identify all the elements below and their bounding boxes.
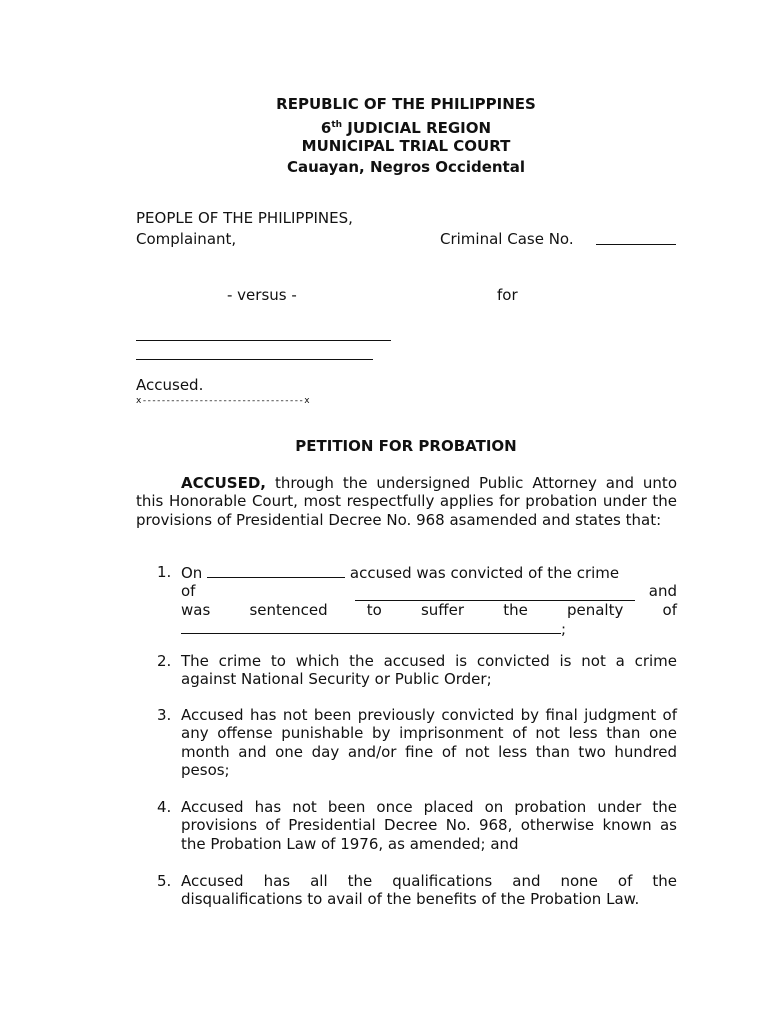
accused-name-blank-2 <box>136 359 373 360</box>
case-number-label: Criminal Case No. <box>440 230 574 248</box>
versus-label: - versus - <box>227 286 297 304</box>
crime-blank <box>355 586 635 601</box>
header-court: MUNICIPAL TRIAL COURT <box>301 137 511 155</box>
plaintiff-name: PEOPLE OF THE PHILIPPINES, <box>136 209 353 227</box>
list-item: 2. The crime to which the accused is convicted is not a crime against National Security or Public Order; <box>157 652 677 689</box>
penalty-blank <box>181 619 561 634</box>
for-label: for <box>497 286 518 304</box>
list-item: 4. Accused has not been once placed on probation under the provisions of Presidential Decree No. 968, otherwise known as the Probation Law of 1976, as amended; and <box>157 798 677 853</box>
accused-label: Accused. <box>136 376 204 394</box>
item-1-line-1: On accused was convicted of the crime <box>181 564 620 582</box>
caption-divider: x----------------------------------x <box>136 396 312 406</box>
list-item: 1. On accused was convicted of the crime of and was sentenced to suffer the penalty of ; <box>157 563 677 639</box>
header-republic: REPUBLIC OF THE PHILIPPINES <box>276 95 536 113</box>
accused-name-blank-1 <box>136 340 391 341</box>
item-1-line-2: of and <box>181 582 677 601</box>
list-item: 3. Accused has not been previously convicted by final judgment of any offense punishable by imprisonment of not less than one month and one day and/or fine of not less than two hundred pesos; <box>157 706 677 780</box>
list-item: 5. Accused has all the qualifications and none of the disqualifications to avail of the benefits of the Probation Law. <box>157 872 677 909</box>
intro-text: through the undersigned Public Attorney and unto this Honorable Court, most respectfully applies for probation under the provisions of Presidential Decree No. 968 asamended and states that: <box>136 474 677 529</box>
item-1-line-3: was sentenced to suffer the penalty of <box>181 600 677 619</box>
header-location: Cauayan, Negros Occidental <box>287 158 525 176</box>
header-judicial-region: 6th JUDICIAL REGION <box>320 119 492 137</box>
intro-lead: ACCUSED, <box>181 474 267 492</box>
item-1-line-4: ; <box>181 619 677 638</box>
intro-paragraph <box>136 474 677 529</box>
conviction-date-blank <box>207 563 345 578</box>
case-number-blank <box>596 244 676 245</box>
petition-title: PETITION FOR PROBATION <box>295 437 517 455</box>
complainant-label: Complainant, <box>136 230 237 248</box>
